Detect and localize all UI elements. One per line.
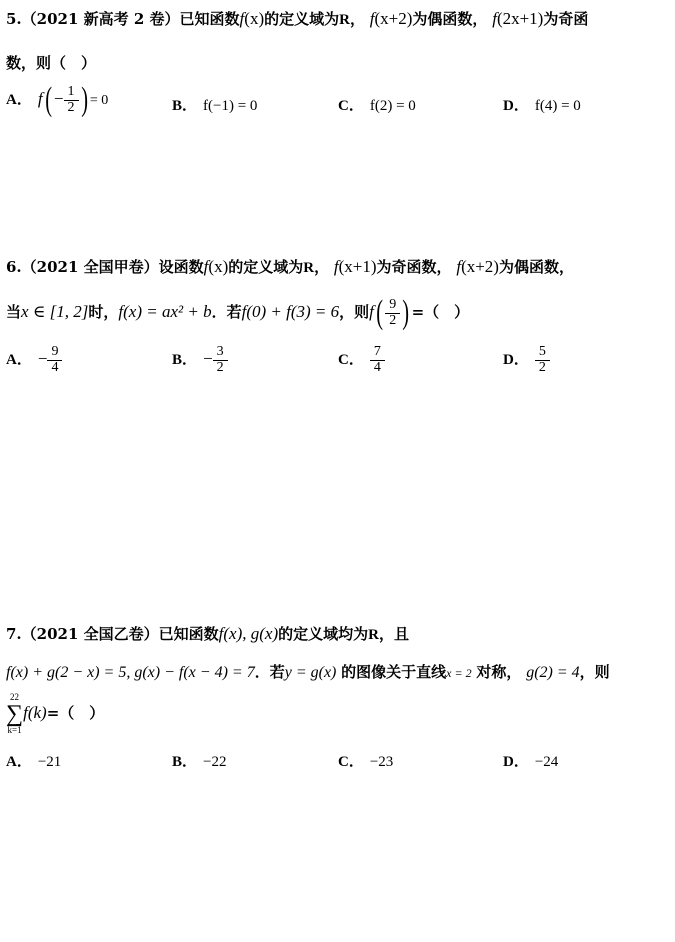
q7-stem-line3: 22 ∑ k=1 f(k)=（ ）: [6, 692, 105, 735]
q5-option-b[interactable]: B． f(−1) = 0: [172, 98, 258, 114]
q7-source: （2021 全国乙卷）: [21, 625, 159, 643]
q7-option-d[interactable]: D． −24: [503, 754, 559, 770]
q6-stem-line2: 当x ∈ [1, 2]时，f(x) = ax² + b．若f(0) + f(3) = 6，则f( $\frac{9}{2}$ ) =（ ）: [6, 294, 470, 331]
q6-source: （2021 全国甲卷）: [21, 258, 159, 276]
q5-stem-line1: 5.（2021 新高考 2 卷）已知函数f(x)的定义域为R， f(x+2)为偶函数， f(2x+1)为奇函: [6, 9, 589, 28]
q5-option-a[interactable]: A． f( − $\frac{1}{2}$ ) = 0: [6, 81, 109, 118]
q6-nine-halves: $\frac{9}{2}$: [387, 298, 398, 328]
q7-number: 7.: [6, 625, 22, 643]
q6-option-c[interactable]: C． $\frac{7}{4}$: [338, 345, 385, 375]
q7-stem-line2: f(x) + g(2 − x) = 5, g(x) − f(x − 4) = 7．若y = g(x) 的图像关于直线x = 2 对称， g(2) = 4，则: [6, 663, 610, 681]
q6-option-d[interactable]: D． $\frac{5}{2}$: [503, 345, 550, 375]
q5-option-c[interactable]: C． f(2) = 0: [338, 98, 416, 114]
q7-option-b[interactable]: B． −22: [172, 754, 227, 770]
q7-option-c[interactable]: C． −23: [338, 754, 394, 770]
q6-option-b[interactable]: B． − $\frac{3}{2}$: [172, 345, 228, 375]
q7-option-a[interactable]: A． −21: [6, 754, 62, 770]
q6-stem-line1: 6.（2021 全国甲卷）设函数f(x)的定义域为R， f(x+1)为奇函数， f(x+2)为偶函数，: [6, 257, 574, 276]
q5-option-d[interactable]: D． f(4) = 0: [503, 98, 581, 114]
q6-number: 6.: [6, 258, 22, 276]
q6-option-a[interactable]: A． − $\frac{9}{4}$: [6, 345, 62, 375]
q5-a-fraction: $\frac{1}{2}$: [66, 85, 77, 115]
q7-stem-line1: 7.（2021 全国乙卷）已知函数f(x), g(x)的定义域均为R，且: [6, 624, 409, 643]
q5-number: 5.: [6, 10, 22, 28]
q7-summation: 22 ∑ k=1: [6, 692, 24, 735]
q5-source: （2021 新高考 2 卷）: [21, 10, 180, 28]
q5-stem-line2: 数，则（ ）: [6, 54, 97, 72]
